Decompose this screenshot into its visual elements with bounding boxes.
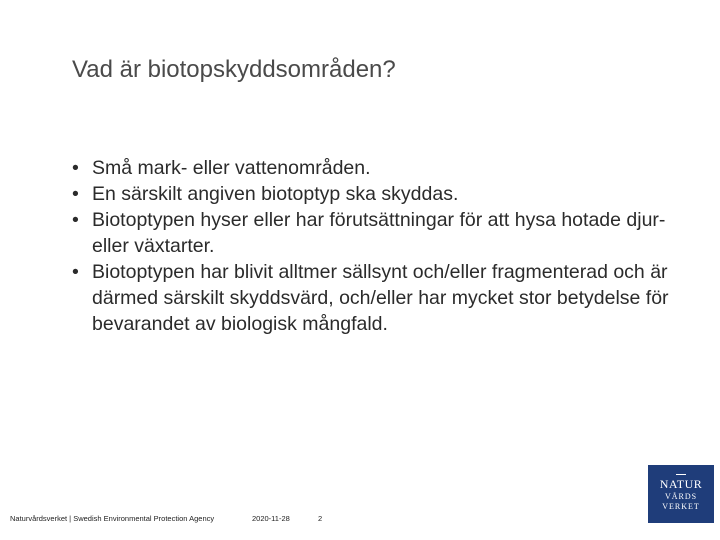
slide-title: Vad är biotopskyddsområden? (72, 56, 396, 83)
bullet-list (72, 155, 672, 337)
bullet-marker: • (72, 183, 79, 205)
bullet-item (72, 181, 672, 207)
bullet-marker: • (72, 209, 79, 231)
crown-icon (676, 469, 686, 475)
bullet-text: En särskilt angiven biotoptyp ska skyddas. (92, 183, 459, 205)
bullet-text: Biotoptypen har blivit alltmer sällsynt och/eller fragmenterad och är därmed särskilt skyddsvärd, och/eller har mycket stor betydelse för bevarandet av biologisk mångfald. (92, 261, 669, 335)
bullet-marker: • (72, 157, 79, 179)
footer-date: 2020-11-28 (252, 514, 290, 523)
logo-line-3: VERKET (662, 501, 700, 511)
bullet-text: Biotoptypen hyser eller har förutsättningar för att hysa hotade djur- eller växtarter. (92, 209, 666, 257)
bullet-item (72, 155, 672, 181)
logo-line-2: VÅRDS (664, 491, 698, 501)
logo-line-1: NATUR (659, 476, 703, 491)
bullet-text: Små mark- eller vattenområden. (92, 157, 371, 179)
footer-page-number: 2 (318, 514, 323, 523)
bullet-item (72, 259, 672, 337)
naturvardsverket-logo (648, 465, 714, 523)
bullet-marker: • (72, 261, 79, 283)
bullet-item (72, 207, 672, 259)
footer-organization: Naturvårdsverket | Swedish Environmental Protection Agency (10, 514, 215, 523)
